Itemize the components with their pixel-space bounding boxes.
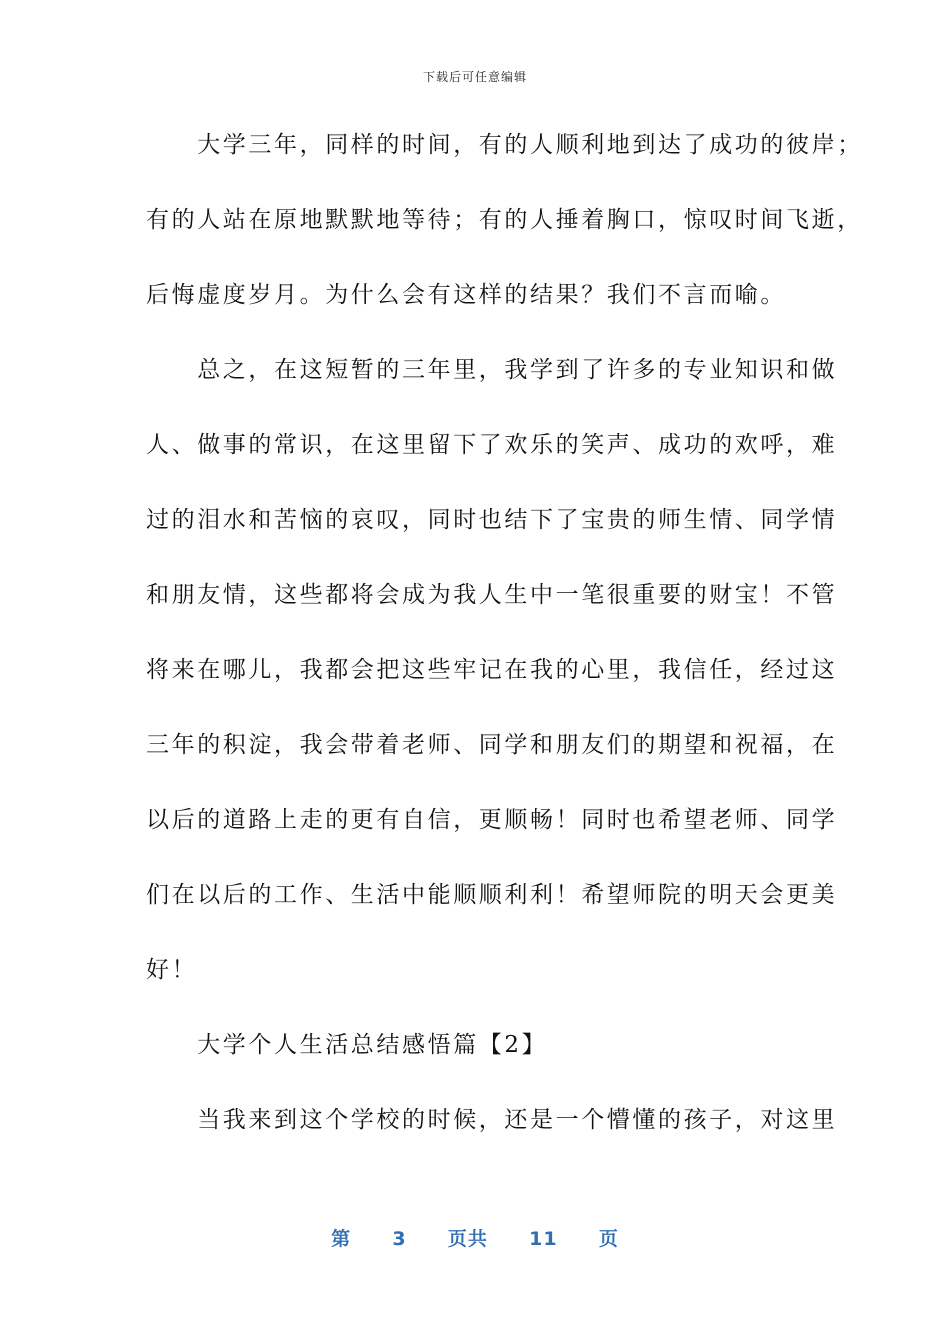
footer-middle: 页共 — [447, 1228, 488, 1250]
section-heading: 大学个人生活总结感悟篇【2】 — [146, 1032, 548, 1058]
text-line: 们在以后的工作、生活中能顺顺利利！希望师院的明天会更美 — [146, 882, 838, 908]
text-line: 三年的积淀，我会带着老师、同学和朋友们的期望和祝福，在 — [146, 732, 838, 758]
text-line: 好！ — [146, 957, 198, 983]
text-line: 以后的道路上走的更有自信，更顺畅！同时也希望老师、同学 — [146, 807, 838, 833]
text-line: 过的泪水和苦恼的哀叹，同时也结下了宝贵的师生情、同学情 — [146, 507, 838, 533]
text-line: 大学三年，同样的时间，有的人顺利地到达了成功的彼岸； — [146, 132, 863, 158]
footer-suffix: 页 — [598, 1228, 619, 1250]
text-line: 人、做事的常识，在这里留下了欢乐的笑声、成功的欢呼，难 — [146, 432, 838, 458]
total-pages-number: 11 — [529, 1228, 558, 1250]
text-line: 后悔虚度岁月。为什么会有这样的结果？我们不言而喻。 — [146, 282, 786, 308]
footer-prefix: 第 — [331, 1228, 352, 1250]
header-note: 下载后可任意编辑 — [422, 70, 527, 84]
text-line: 总之，在这短暂的三年里，我学到了许多的专业知识和做 — [146, 357, 838, 383]
text-line: 有的人站在原地默默地等待；有的人捶着胸口，惊叹时间飞逝， — [146, 207, 863, 233]
text-line: 将来在哪儿，我都会把这些牢记在我的心里，我信任，经过这 — [146, 657, 838, 683]
page-footer — [0, 1224, 950, 1251]
text-line: 和朋友情，这些都将会成为我人生中一笔很重要的财宝！不管 — [146, 582, 838, 608]
current-page-number: 3 — [392, 1228, 407, 1250]
body-text — [146, 108, 863, 1158]
text-line: 当我来到这个学校的时候，还是一个懵懂的孩子，对这里 — [146, 1107, 838, 1133]
